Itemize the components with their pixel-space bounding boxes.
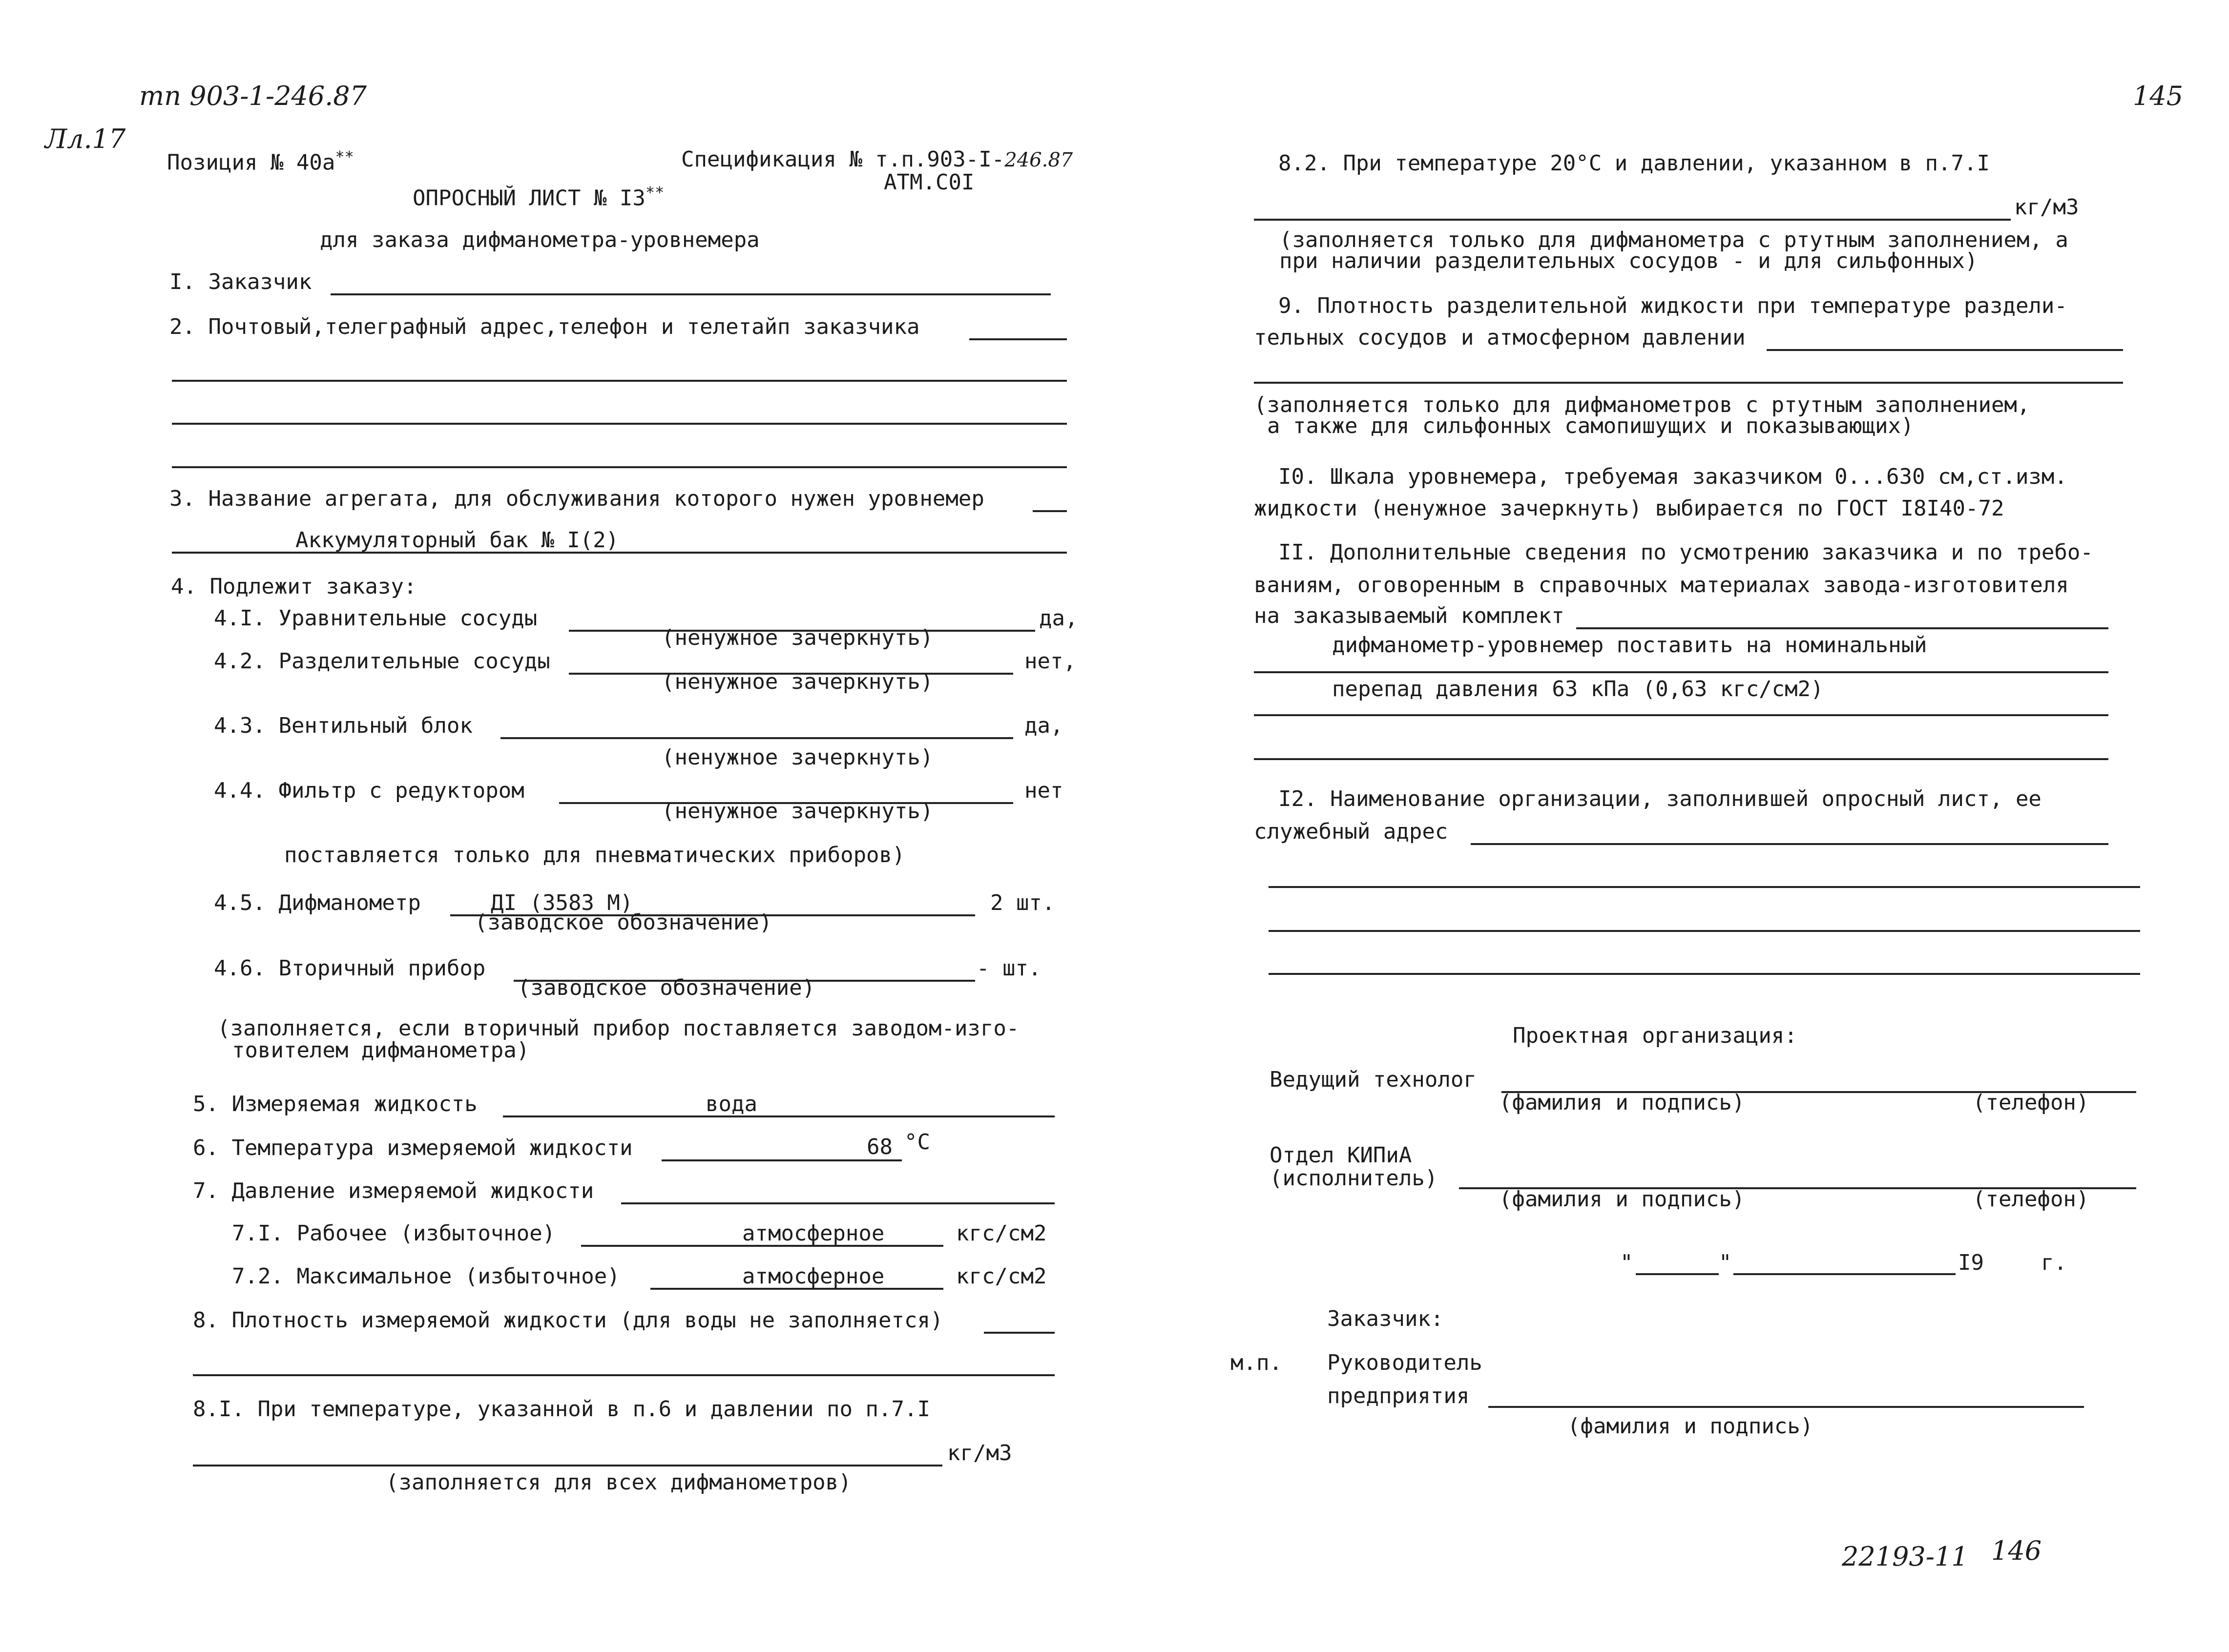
dept-label: Отдел КИПиА — [1270, 1143, 1412, 1168]
address-line-2[interactable] — [172, 380, 1067, 382]
item-11-line-3: на заказываемый комплект — [1254, 603, 1564, 628]
item-4-3-valve-block: 4.3. Вентильный блок — [214, 713, 473, 738]
item-10-line-2: жидкости (ненужное зачеркнуть) выбирается по ГОСТ I8I40-72 — [1254, 496, 2004, 521]
head-name-sign-note: (фамилия и подпись) — [1567, 1414, 1813, 1439]
head-label-1: Руководитель — [1327, 1350, 1482, 1375]
address-field-line[interactable] — [969, 338, 1067, 340]
item-4-6-quantity: - шт. — [977, 956, 1042, 981]
secondary-note-line-2: товителем дифманометра) — [232, 1038, 530, 1063]
address-line-4[interactable] — [172, 466, 1067, 468]
stamp-place-label: м.п. — [1230, 1350, 1282, 1375]
additional-info-line-2[interactable] — [1254, 671, 2108, 673]
density-82-line[interactable] — [1254, 219, 2011, 221]
strike-note-3: (ненужное зачеркнуть) — [662, 745, 934, 770]
item-1-customer: I. Заказчик — [169, 269, 312, 294]
item-4-2-separating: 4.2. Разделительные сосуды — [214, 649, 550, 674]
item-11-line-1: II. Дополнительные сведения по усмотрению заказчика и по требо- — [1278, 540, 2093, 565]
item-4-order: 4. Подлежит заказу: — [171, 574, 417, 599]
separator-density-line-1[interactable] — [1767, 349, 2123, 351]
item-4-1-value: да, — [1039, 606, 1078, 631]
org-address-line-1[interactable] — [1471, 843, 2108, 845]
item-4-5-value: ДI (3583 М) — [491, 890, 633, 915]
position-number: Позиция № 40а** — [167, 147, 354, 175]
item-6-unit: °C — [904, 1130, 930, 1155]
head-signature-line[interactable] — [1488, 1406, 2084, 1408]
factory-note-2: (заводское обозначение) — [518, 975, 815, 1000]
page-number-handwritten: 145 — [2133, 81, 2184, 111]
item-7-2-maximum: 7.2. Максимальное (избыточное) — [232, 1264, 620, 1289]
strike-note-1: (ненужное зачеркнуть) — [662, 625, 934, 650]
customer-field-line[interactable] — [331, 293, 1051, 295]
item-9-note-1: (заполняется только для дифманометров с ртутным заполнением, — [1254, 392, 2030, 417]
liquid-line[interactable] — [503, 1115, 1055, 1117]
density-line-2[interactable] — [193, 1374, 1055, 1376]
date-day-line[interactable] — [1636, 1273, 1719, 1275]
item-9-line-2: тельных сосудов и атмосферном давлении — [1254, 325, 1746, 350]
item-12-line-1: I2. Наименование организации, заполнившей опросный лист, ее — [1278, 786, 2042, 811]
dept-phone-note: (телефон) — [1973, 1187, 2089, 1212]
date-month-line[interactable] — [1733, 1273, 1956, 1275]
item-2-address: 2. Почтовый,телеграфный адрес,телефон и телетайп заказчика — [169, 314, 920, 339]
item-8-2-unit: кг/м3 — [2014, 195, 2079, 220]
item-7-2-value: атмосферное — [742, 1264, 885, 1289]
address-line-3[interactable] — [172, 423, 1067, 425]
item-4-5-diff-manometer: 4.5. Дифманометр — [214, 890, 421, 915]
head-label-2: предприятия — [1327, 1384, 1470, 1408]
specification-number: Спецификация № т.п.903-I-246.87 — [681, 147, 1073, 172]
item-8-1-density: 8.I. При температуре, указанной в п.6 и давлении по п.7.I — [193, 1397, 930, 1422]
secondary-note-line-1: (заполняется, если вторичный прибор поставляется заводом-изго- — [217, 1016, 1020, 1041]
item-8-density: 8. Плотность измеряемой жидкости (для воды не заполняется) — [193, 1308, 943, 1333]
org-address-line-2[interactable] — [1269, 886, 2140, 888]
item-3-unit-name: 3. Название агрегата, для обслуживания которого нужен уровнемер — [169, 486, 984, 511]
item-4-6-secondary: 4.6. Вторичный прибор — [214, 956, 486, 981]
item-8-1-unit: кг/м3 — [947, 1441, 1012, 1466]
strike-note-4: (ненужное зачеркнуть) — [662, 799, 934, 824]
additional-info-line-3[interactable] — [1254, 714, 2108, 716]
item-4-3-value: да, — [1024, 713, 1063, 738]
date-year-prefix: I9 — [1958, 1250, 1984, 1275]
item-3-value: Аккумуляторный бак № I(2) — [295, 528, 619, 553]
item-4-5-quantity: 2 шт. — [990, 890, 1055, 915]
item-8-2-density: 8.2. При температуре 20°С и давлении, указанном в п.7.I — [1278, 151, 1990, 176]
item-10-line-1: I0. Шкала уровнемера, требуемая заказчиком 0...630 см,ст.изм. — [1278, 464, 2067, 489]
unit-name-line[interactable] — [1033, 510, 1067, 512]
item-5-value: вода — [706, 1092, 757, 1116]
footer-code-handwritten: 22193-11 — [1842, 1541, 1968, 1572]
item-7-pressure: 7. Давление измеряемой жидкости — [193, 1178, 594, 1203]
item-11-value-2: перепад давления 63 кПа (0,63 кгс/см2) — [1332, 677, 1824, 702]
item-11-line-2: ваниям, оговоренным в справочных материалах завода-изготовителя — [1254, 573, 2069, 598]
separator-density-line-2[interactable] — [1254, 382, 2123, 384]
form-subtitle: для заказа дифманометра-уровнемера — [320, 227, 760, 252]
valve-block-line[interactable] — [500, 737, 1013, 739]
additional-info-line-1[interactable] — [1576, 627, 2108, 629]
lead-phone-note: (телефон) — [1973, 1090, 2089, 1115]
lead-technologist-label: Ведущий технолог — [1270, 1067, 1477, 1092]
item-7-1-unit: кгс/см2 — [956, 1221, 1047, 1246]
item-12-line-2: служебный адрес — [1254, 819, 1448, 844]
dept-executor-label: (исполнитель) — [1270, 1166, 1438, 1191]
item-9-note-2: а также для сильфонных самопишущих и показывающих) — [1267, 413, 1914, 438]
sheet-ref-handwritten: Лл.17 — [45, 124, 126, 154]
factory-note-1: (заводское обозначение) — [475, 910, 772, 935]
date-quote-open: " — [1620, 1250, 1633, 1275]
filter-note: поставляется только для пневматических приборов) — [284, 843, 905, 867]
item-5-liquid: 5. Измеряемая жидкость — [193, 1092, 478, 1116]
item-8-2-note-2: при наличии разделительных сосудов - и для сильфонных) — [1279, 248, 1978, 273]
project-code-handwritten: тп 903-1-246.87 — [139, 81, 367, 111]
item-4-4-filter: 4.4. Фильтр с редуктором — [214, 778, 524, 803]
item-7-2-unit: кгс/см2 — [956, 1264, 1047, 1289]
item-9-line-1: 9. Плотность разделительной жидкости при температуре раздели- — [1278, 293, 2067, 318]
org-address-line-3[interactable] — [1269, 930, 2140, 932]
specification-sub: АТМ.С0I — [884, 170, 975, 195]
item-11-value-1: дифманометр-уровнемер поставить на номинальный — [1332, 633, 1927, 658]
temperature-line[interactable] — [662, 1159, 902, 1161]
form-title: ОПРОСНЫЙ ЛИСТ № I3** — [413, 183, 665, 211]
item-4-4-value: нет — [1024, 778, 1063, 803]
item-8-1-note: (заполняется для всех дифманометров) — [386, 1470, 852, 1495]
item-8-2-note-1: (заполняется только для дифманометра с ртутным заполнением, а — [1279, 227, 2068, 252]
item-7-1-value: атмосферное — [742, 1221, 885, 1246]
dept-name-sign-note: (фамилия и подпись) — [1499, 1187, 1745, 1212]
density-line-1[interactable] — [984, 1332, 1055, 1334]
item-7-1-working: 7.I. Рабочее (избыточное) — [232, 1221, 556, 1246]
design-org-title: Проектная организация: — [1513, 1023, 1797, 1048]
strike-note-2: (ненужное зачеркнуть) — [662, 669, 934, 694]
additional-info-line-4[interactable] — [1254, 758, 2108, 760]
lead-name-sign-note: (фамилия и подпись) — [1499, 1090, 1745, 1115]
unit-value-line[interactable] — [172, 552, 1067, 554]
item-4-1-equalizing: 4.I. Уравнительные сосуды — [214, 606, 538, 631]
date-year-suffix: г. — [2041, 1250, 2067, 1275]
item-6-temperature: 6. Температура измеряемой жидкости — [193, 1136, 633, 1160]
item-4-2-value: нет, — [1024, 649, 1076, 674]
footer-number-handwritten: 146 — [1991, 1535, 2042, 1566]
org-address-line-4[interactable] — [1269, 973, 2140, 975]
pressure-line[interactable] — [621, 1202, 1055, 1204]
customer-label: Заказчик: — [1327, 1306, 1444, 1331]
item-6-value: 68 — [867, 1135, 893, 1159]
density-81-line[interactable] — [193, 1465, 942, 1466]
date-quote-close: " — [1719, 1250, 1732, 1275]
